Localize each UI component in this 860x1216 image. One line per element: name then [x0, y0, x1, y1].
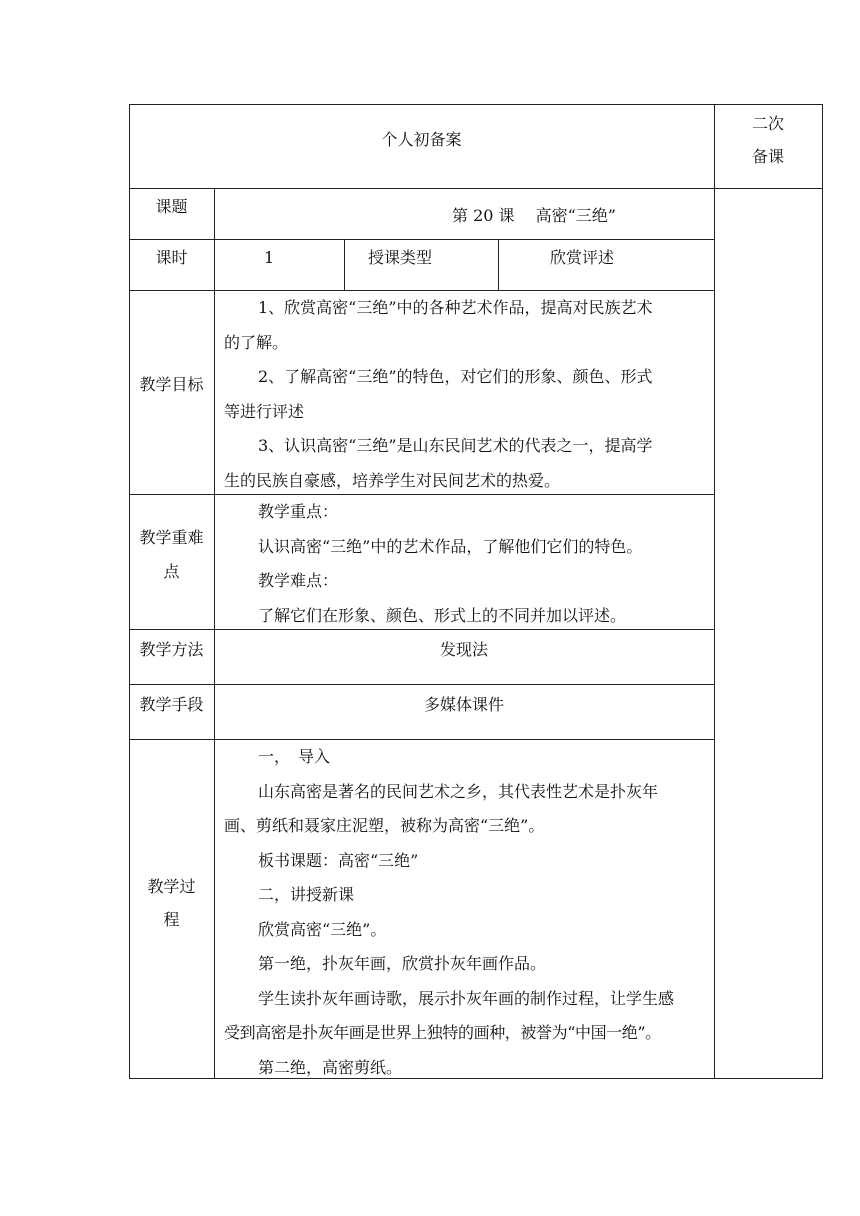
keypoints-line: 教学重点：	[258, 502, 339, 521]
type-label: 授课类型	[368, 248, 433, 267]
goals-content	[224, 291, 712, 498]
header-title: 个人初备案	[381, 130, 462, 149]
goals-line: 2、了解高密“三绝”的特色，对它们的形象、颜色、形式	[258, 367, 653, 386]
keypoints-line: 了解它们在形象、颜色、形式上的不同并加以评述。	[258, 605, 627, 625]
keypoints-label-line-2: 点	[163, 562, 180, 581]
process-line: 第一绝，扑灰年画，欣赏扑灰年画作品。	[258, 954, 547, 973]
process-line: 画、剪纸和聂家庄泥塑，被称为高密“三绝”。	[224, 816, 545, 835]
process-label-line-1: 教学过	[147, 877, 196, 896]
keypoints-label-line-1: 教学重难	[139, 528, 204, 547]
header-side-line-2: 备课	[751, 147, 784, 166]
table-rule	[129, 684, 714, 685]
period-label: 课时	[155, 248, 188, 267]
process-line: 学生读扑灰年画诗歌，展示扑灰年画的制作过程，让学生感	[258, 988, 675, 1008]
method-label: 教学方法	[139, 640, 204, 659]
process-line: 受到高密是扑灰年画是世界上独特的画种，被誉为“中国一绝”。	[224, 1023, 661, 1042]
process-line: 欣赏高密“三绝”。	[258, 919, 387, 939]
table-border-top	[129, 104, 823, 105]
keypoints-line: 认识高密“三绝”中的艺术作品，了解他们它们的特色。	[258, 536, 643, 556]
goals-line: 等进行评述	[224, 401, 305, 421]
process-line: 山东高密是著名的民间艺术之乡，其代表性艺术是扑灰年	[258, 781, 659, 801]
process-line: 一， 导入	[258, 747, 331, 766]
goals-line: 生的民族自豪感，培养学生对民间艺术的热爱。	[224, 470, 561, 490]
keypoints-line: 教学难点：	[258, 571, 339, 590]
table-rule	[344, 239, 345, 290]
means-label: 教学手段	[139, 695, 204, 714]
topic-value: 第 20 课 高密“三绝”	[452, 206, 616, 225]
goals-line: 1、欣赏高密“三绝”中的各种艺术作品，提高对民族艺术	[258, 298, 653, 317]
process-line: 二，讲授新课	[258, 885, 355, 904]
means-value: 多媒体课件	[423, 695, 504, 714]
process-content	[224, 740, 712, 1085]
method-value: 发现法	[439, 640, 488, 659]
table-rule	[129, 188, 823, 189]
goals-line: 的了解。	[224, 332, 289, 352]
type-value: 欣赏评述	[550, 248, 615, 267]
process-line: 板书课题：高密“三绝”	[258, 850, 419, 870]
keypoints-content	[224, 495, 712, 633]
goals-line: 3、认识高密“三绝”是山东民间艺术的代表之一，提高学	[258, 436, 653, 455]
table-rule	[129, 239, 714, 240]
header-side-line-1: 二次	[751, 114, 784, 133]
table-rule	[214, 188, 215, 1079]
period-value: 1	[264, 248, 275, 267]
process-line: 第二绝，高密剪纸。	[258, 1057, 403, 1077]
goals-label: 教学目标	[139, 375, 204, 394]
table-rule	[714, 104, 715, 1079]
table-rule	[498, 239, 499, 290]
process-label-line-2: 程	[163, 910, 180, 929]
topic-label: 课题	[155, 197, 188, 216]
table-border-right	[822, 104, 823, 1079]
